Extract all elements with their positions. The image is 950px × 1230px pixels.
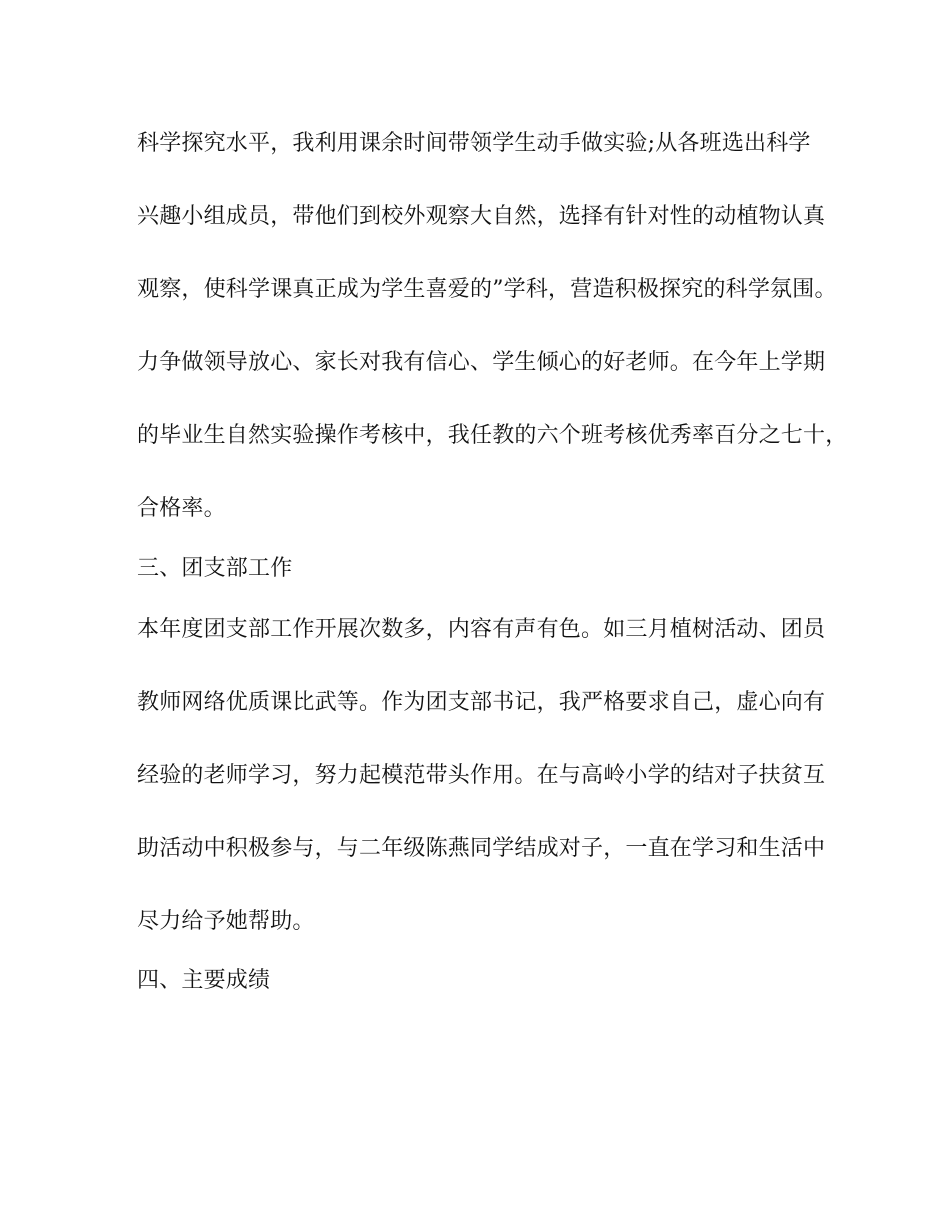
paragraph-line: 本年度团支部工作开展次数多，内容有声有色。如三月植树活动、团员 xyxy=(137,617,826,642)
paragraph-line: 尽力给予她帮助。 xyxy=(137,909,315,934)
paragraph-line: 经验的老师学习，努力起模范带头作用。在与高岭小学的结对子扶贫互 xyxy=(137,763,826,788)
paragraph-line: 合格率。 xyxy=(137,496,226,521)
paragraph-line: 教师网络优质课比武等。作为团支部书记，我严格要求自己，虚心向有 xyxy=(137,690,826,715)
paragraph-line: 兴趣小组成员，带他们到校外观察大自然，选择有针对性的动植物认真 xyxy=(137,204,826,229)
paragraph-line: 科学探究水平，我利用课余时间带领学生动手做实验;从各班选出科学 xyxy=(137,131,811,156)
section-heading: 三、团支部工作 xyxy=(137,556,293,581)
paragraph-line: 助活动中积极参与，与二年级陈燕同学结成对子，一直在学习和生活中 xyxy=(137,836,826,861)
paragraph-line: 的毕业生自然实验操作考核中，我任教的六个班考核优秀率百分之七十， xyxy=(137,423,848,448)
paragraph-line: 观察，使科学课真正成为学生喜爱的”学科，营造积极探究的科学氛围。 xyxy=(137,277,837,302)
section-heading: 四、主要成绩 xyxy=(137,968,271,993)
paragraph-line: 力争做领导放心、家长对我有信心、学生倾心的好老师。在今年上学期 xyxy=(137,350,826,375)
